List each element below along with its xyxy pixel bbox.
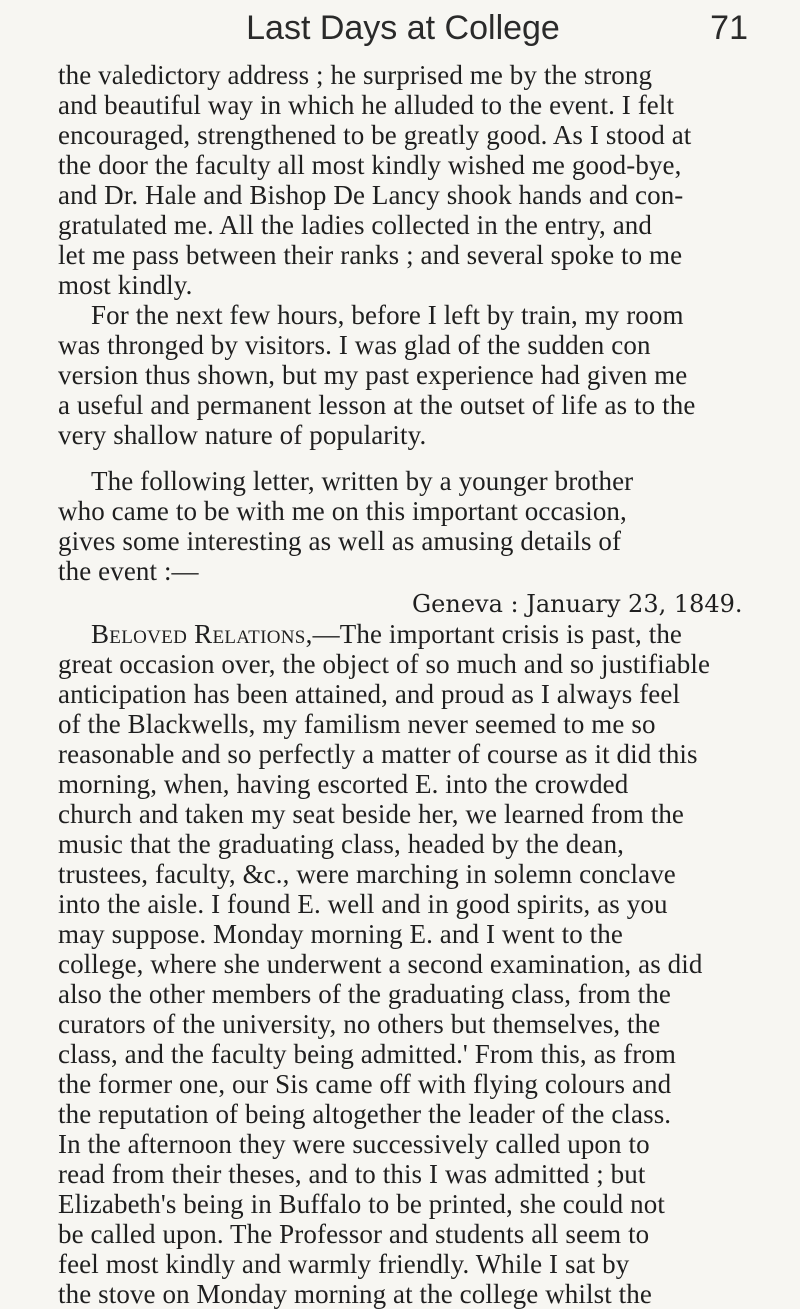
letter-opening-text: —The important crisis is past, the [312, 619, 683, 649]
paragraph-1-line: gratulated me. All the ladies collected in the entry, and [58, 210, 652, 240]
letter-line: curators of the university, no others but themselves, the [58, 1009, 661, 1039]
letter-line: of the Blackwells, my familism never seemed to me so [58, 709, 656, 739]
letter-line: great occasion over, the object of so much and so justifiable [58, 649, 711, 679]
section-gap [58, 450, 748, 466]
paragraph-2-line: very shallow nature of popularity. [58, 420, 427, 450]
paragraph-2-line: a useful and permanent lesson at the outset of life as to the [58, 390, 696, 420]
paragraph-2-line: version thus shown, but my past experience had given me [58, 360, 688, 390]
letter-line: read from their theses, and to this I was admitted ; but [58, 1159, 646, 1189]
letter-line: music that the graduating class, headed by the dean, [58, 829, 625, 859]
paragraph-3-line: the event :— [58, 556, 199, 586]
letter-line: reasonable and so perfectly a matter of course as it did this [58, 739, 698, 769]
paragraph-1-line: the door the faculty all most kindly wished me good-bye, [58, 150, 682, 180]
paragraph-1 [58, 60, 748, 300]
letter-line: college, where she underwent a second examination, as did [58, 949, 703, 979]
paragraph-3-line: who came to be with me on this important occasion, [58, 496, 627, 526]
letter-line: church and taken my seat beside her, we learned from the [58, 799, 685, 829]
letter-line: the reputation of being altogether the leader of the class. [58, 1099, 672, 1129]
letter-line: into the aisle. I found E. well and in good spirits, as you [58, 889, 668, 919]
letter-line: also the other members of the graduating class, from the [58, 979, 671, 1009]
running-title: Last Days at College [246, 9, 560, 47]
paragraph-1-line: the valedictory address ; he surprised me by the strong [58, 60, 653, 90]
paragraph-2-line: was thronged by visitors. I was glad of the sudden con [58, 330, 651, 360]
paragraph-3-line: gives some interesting as well as amusing details of [58, 526, 622, 556]
paragraph-1-line: encouraged, strengthened to be greatly good. As I stood at [58, 120, 692, 150]
paragraph-1-line: let me pass between their ranks ; and several spoke to me [58, 240, 683, 270]
paragraph-2-line: For the next few hours, before I left by train, my room [91, 300, 684, 330]
letter-line: feel most kindly and warmly friendly. While I sat by [58, 1249, 630, 1279]
paragraph-1-line: and beautiful way in which he alluded to the event. I felt [58, 90, 675, 120]
letter-line: the former one, our Sis came off with flying colours and [58, 1069, 672, 1099]
letter-line: be called upon. The Professor and students all seem to [58, 1219, 650, 1249]
running-header [58, 8, 748, 50]
paragraph-1-line: and Dr. Hale and Bishop De Lancy shook hands and con- [58, 180, 684, 210]
letter-line: class, and the faculty being admitted.' From this, as from [58, 1039, 677, 1069]
letter-line: trustees, faculty, &c., were marching in solemn conclave [58, 859, 676, 889]
paragraph-1-line: most kindly. [58, 270, 193, 300]
letter-body [58, 619, 748, 1309]
paragraph-2 [58, 300, 748, 450]
letter-line: In the afternoon they were successively called upon to [58, 1129, 650, 1159]
letter-line: may suppose. Monday morning E. and I went to the [58, 919, 623, 949]
letter-opening-line [58, 619, 748, 649]
letter-line: morning, when, having escorted E. into the crowded [58, 769, 629, 799]
paragraph-3 [58, 466, 748, 586]
letter-line: Elizabeth's being in Buffalo to be printed, she could not [58, 1189, 665, 1219]
letter-line: anticipation has been attained, and proud as I always feel [58, 679, 681, 709]
paragraph-3-line: The following letter, written by a younger brother [91, 466, 634, 496]
letter-line: the stove on Monday morning at the college whilst the [58, 1279, 652, 1309]
salutation: Beloved Relations, [91, 619, 313, 649]
page-number: 71 [710, 9, 748, 47]
dateline: Geneva : January 23, 1849. [412, 590, 743, 618]
